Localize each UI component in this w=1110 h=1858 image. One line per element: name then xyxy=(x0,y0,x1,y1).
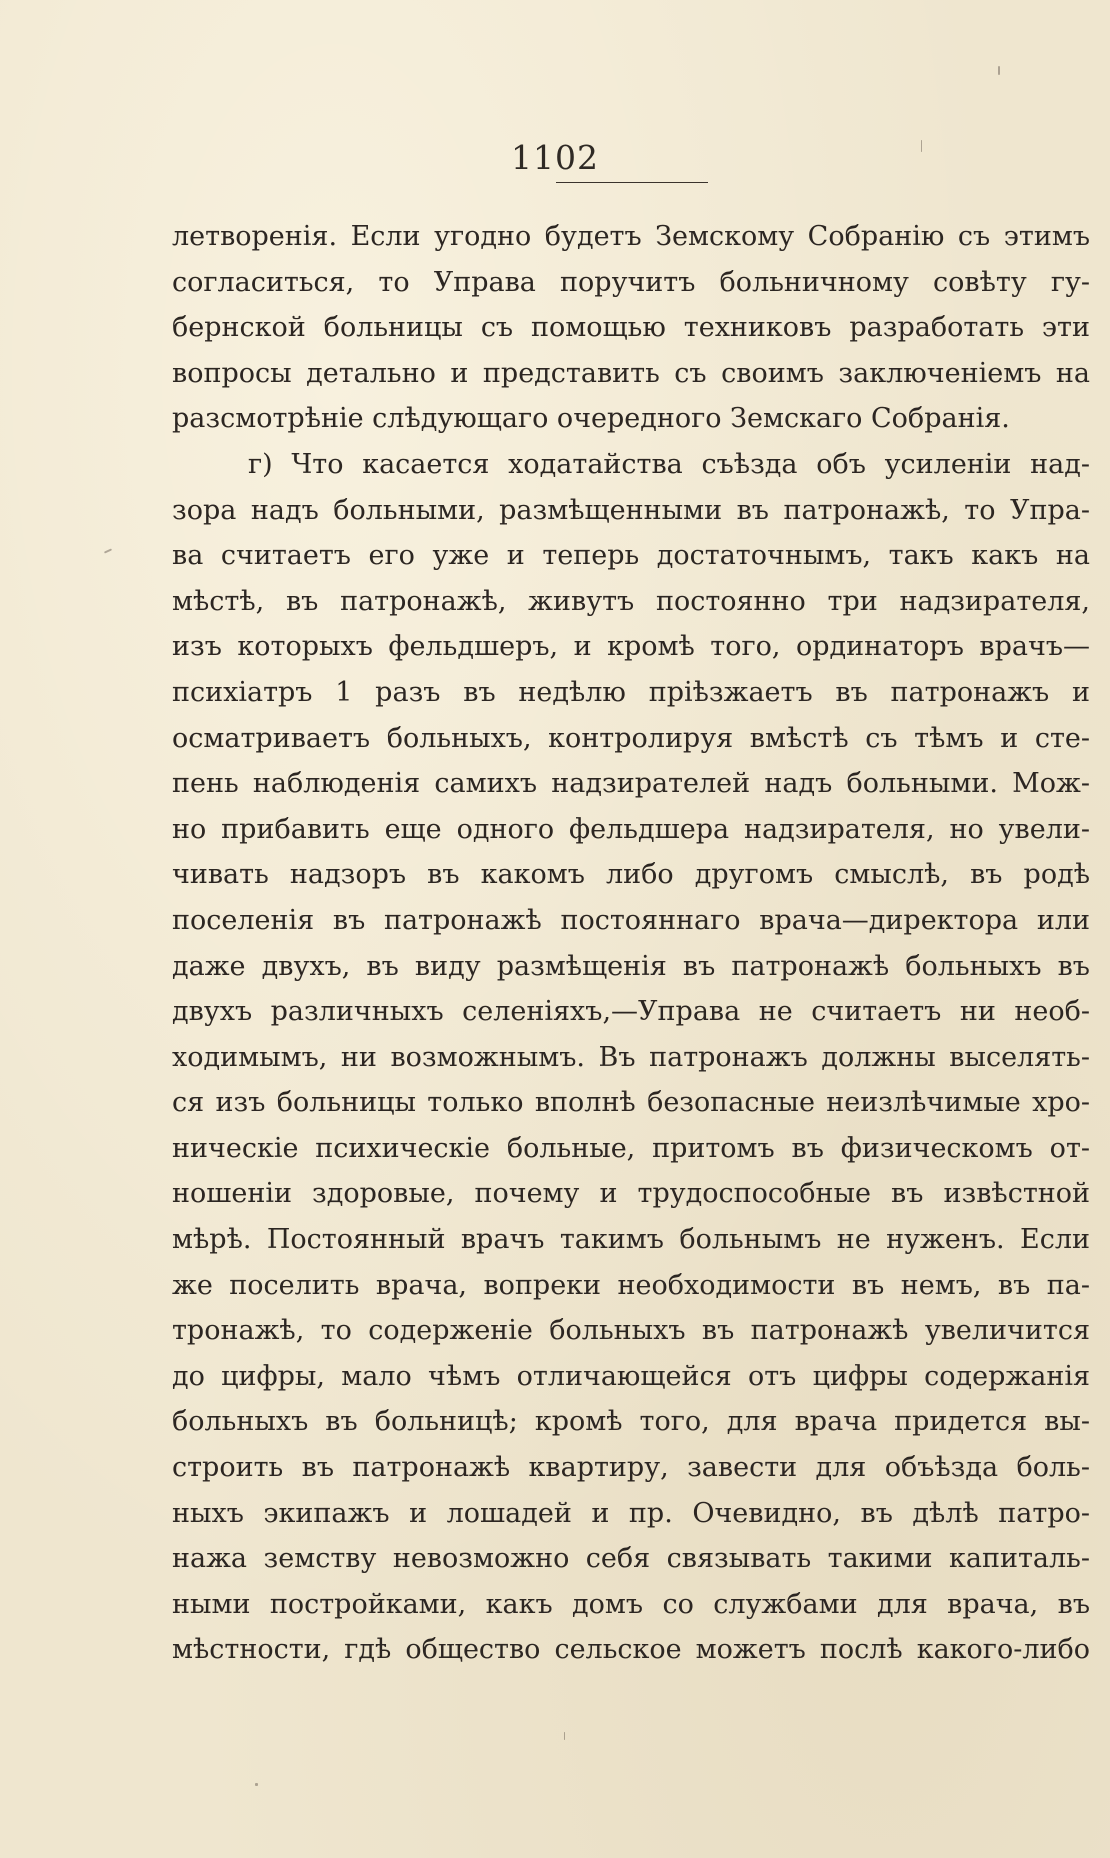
text-line: ными постройками, какъ домъ со службами для врача, въ xyxy=(172,1588,1090,1620)
paper-speck xyxy=(104,548,112,553)
text-line: больныхъ въ больницѣ; кромѣ того, для врача придется вы- xyxy=(172,1406,1090,1438)
text-line: же поселить врача, вопреки необходимости въ немъ, въ па- xyxy=(172,1269,1090,1301)
text-line: вопросы детально и представить съ своимъ заключеніемъ на xyxy=(172,357,1090,389)
paper-speck xyxy=(998,66,1000,75)
text-line: ническіе психическіе больные, притомъ въ физическомъ от- xyxy=(172,1132,1090,1164)
text-line: мѣрѣ. Постоянный врачъ такимъ больнымъ не нуженъ. Если xyxy=(172,1224,1090,1256)
paper-speck xyxy=(255,1783,258,1786)
page-number: 1102 xyxy=(511,138,599,177)
text-line: осматриваетъ больныхъ, контролируя вмѣстѣ съ тѣмъ и сте- xyxy=(172,722,1090,754)
text-line: мѣстѣ, въ патронажѣ, живутъ постоянно три надзирателя, xyxy=(172,585,1090,617)
text-line: до цифры, мало чѣмъ отличающейся отъ цифры содержанія xyxy=(172,1360,1090,1392)
text-line: но прибавить еще одного фельдшера надзирателя, но увели- xyxy=(172,813,1090,845)
text-line: согласиться, то Управа поручитъ больничному совѣту гу- xyxy=(172,266,1090,298)
text-line: тронажѣ, то содерженіе больныхъ въ патронажѣ увеличится xyxy=(172,1315,1090,1347)
paper-speck xyxy=(564,1732,565,1740)
page-number-rule xyxy=(556,182,708,183)
paper-speck xyxy=(921,140,922,152)
text-line: зора надъ больными, размѣщенными въ патронажѣ, то Упра- xyxy=(172,494,1090,526)
text-line: поселенія въ патронажѣ постояннаго врача—директора или xyxy=(172,904,1090,936)
text-line: ношеніи здоровые, почему и трудоспособные въ извѣстной xyxy=(172,1178,1090,1210)
text-line: ва считаетъ его уже и теперь достаточнымъ, такъ какъ на xyxy=(172,540,1090,572)
text-line: изъ которыхъ фельдшеръ, и кромѣ того, ординаторъ врачъ— xyxy=(172,631,1090,663)
text-line: летворенія. Если угодно будетъ Земскому Собранію съ этимъ xyxy=(172,221,1090,252)
text-line: пень наблюденія самихъ надзирателей надъ больными. Мож- xyxy=(172,768,1090,800)
text-line: мѣстности, гдѣ общество сельское можетъ послѣ какого-либо xyxy=(172,1634,1090,1666)
text-line: двухъ различныхъ селеніяхъ,—Управа не считаетъ ни необ- xyxy=(172,996,1090,1028)
body-text xyxy=(172,214,1090,1673)
text-line: ныхъ экипажъ и лошадей и пр. Очевидно, въ дѣлѣ патро- xyxy=(172,1497,1090,1529)
text-line: бернской больницы съ помощью техниковъ разработать эти xyxy=(172,312,1090,344)
text-line: нажа земству невозможно себя связывать такими капиталь- xyxy=(172,1543,1090,1575)
text-line: разсмотрѣніе слѣдующаго очередного Земскаго Собранія. xyxy=(172,403,1010,435)
text-line: ходимымъ, ни возможнымъ. Въ патронажъ должны выселять- xyxy=(172,1041,1090,1073)
text-line: чивать надзоръ въ какомъ либо другомъ смыслѣ, въ родѣ xyxy=(172,859,1090,891)
text-line: ся изъ больницы только вполнѣ безопасные неизлѣчимые хро- xyxy=(172,1087,1090,1119)
paragraph-start-line: г) Что касается ходатайства съѣзда объ усиленіи над- xyxy=(248,448,1090,480)
text-line: строить въ патронажѣ квартиру, завести для объѣзда боль- xyxy=(172,1452,1090,1484)
text-line: психіатръ 1 разъ въ недѣлю пріѣзжаетъ въ патронажъ и xyxy=(172,676,1090,708)
text-line: даже двухъ, въ виду размѣщенія въ патронажѣ больныхъ въ xyxy=(172,950,1090,982)
